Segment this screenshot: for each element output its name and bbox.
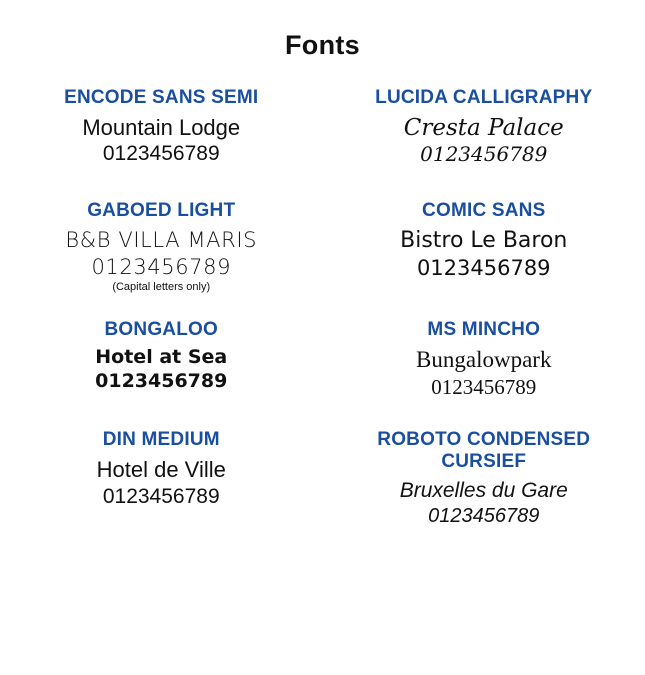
font-sample-text: Bruxelles du Gare bbox=[333, 479, 636, 503]
font-name: ENCODE SANS SEMI bbox=[10, 87, 313, 109]
font-name: LUCIDA CALLIGRAPHY bbox=[333, 87, 636, 109]
font-sample-roboto-condensed-cursief bbox=[323, 429, 645, 528]
font-name: MS MINCHO bbox=[333, 319, 636, 341]
font-sample-digits: 0123456789 bbox=[10, 485, 313, 509]
font-sample-text: Cresta Palace bbox=[333, 115, 636, 141]
font-sample-note: (Capital letters only) bbox=[10, 281, 313, 293]
font-sample-text: Mountain Lodge bbox=[10, 115, 313, 140]
font-sample-digits: 0123456789 bbox=[10, 142, 313, 166]
font-sample-digits: 0123456789 bbox=[333, 505, 636, 528]
font-grid bbox=[0, 87, 645, 528]
font-sample-din-medium bbox=[0, 429, 323, 528]
font-name: ROBOTO CONDENSED CURSIEF bbox=[333, 429, 636, 473]
font-name: BONGALOO bbox=[10, 319, 313, 341]
font-sample-text: Hotel de Ville bbox=[10, 457, 313, 482]
page-title: Fonts bbox=[0, 30, 645, 61]
font-sample-bongaloo bbox=[0, 319, 323, 400]
font-sample-text: Bistro Le Baron bbox=[333, 228, 636, 253]
font-sample-text: Hotel at Sea bbox=[10, 347, 313, 369]
font-name: DIN MEDIUM bbox=[10, 429, 313, 451]
font-sample-ms-mincho bbox=[323, 319, 645, 400]
font-name: COMIC SANS bbox=[333, 200, 636, 222]
font-sample-text: Bungalowpark bbox=[333, 347, 636, 373]
font-sample-digits: 0123456789 bbox=[333, 143, 636, 166]
font-sample-text: B&B VILLA MARIS bbox=[10, 228, 313, 252]
font-sample-gaboed-light bbox=[0, 200, 323, 292]
font-sample-comic-sans bbox=[323, 200, 645, 292]
font-sample-lucida-calligraphy bbox=[323, 87, 645, 166]
font-sample-encode-sans-semi bbox=[0, 87, 323, 166]
font-sample-digits: 0123456789 bbox=[333, 375, 636, 399]
font-sample-digits: 0123456789 bbox=[10, 255, 313, 279]
font-sample-digits: 0123456789 bbox=[333, 256, 636, 280]
fonts-page bbox=[0, 30, 645, 675]
font-name: GABOED LIGHT bbox=[10, 200, 313, 222]
font-sample-digits: 0123456789 bbox=[10, 371, 313, 393]
